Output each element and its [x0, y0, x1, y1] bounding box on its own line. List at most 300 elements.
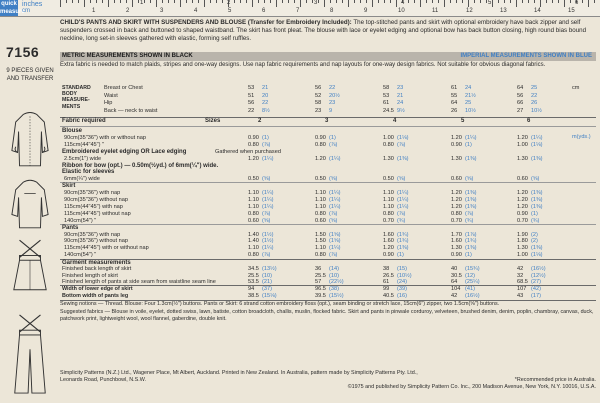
fabric-value-imperial: (⅞) [397, 141, 406, 148]
width-value: 104 [451, 286, 461, 293]
width-value: 42 [451, 292, 458, 299]
fabric-value-imperial: (⅝) [531, 176, 540, 183]
garment-value: 32 [517, 272, 524, 279]
measurement-value: 64 [517, 85, 524, 91]
ruler-tick [126, 0, 127, 3]
garment-value-imperial: (15) [397, 266, 407, 273]
fabric-value-imperial: (1¼) [465, 134, 477, 141]
measurement-value-imperial: 22 [262, 100, 269, 106]
fabric-value-imperial: (1⅜) [465, 245, 477, 252]
fabric-value: 1.20 [451, 190, 462, 197]
fabric-value-imperial: (1⅝) [329, 231, 341, 238]
ruler-tick [234, 0, 235, 3]
ruler-cm-label: cm [22, 8, 30, 14]
width-value: 94 [248, 286, 255, 293]
width-row-label: Width of lower edge of skirt [62, 286, 133, 293]
fabric-value: 1.10 [315, 197, 326, 203]
garment-value: 36 [315, 266, 322, 273]
fabric-value: 1.40 [248, 238, 259, 245]
measurement-value-imperial: 10½ [531, 107, 542, 114]
fabric-value: 1.30 [517, 245, 528, 252]
fabric-value-imperial: (⅝) [397, 176, 406, 183]
ruler-tick [222, 0, 223, 3]
blouse-sketch-b-icon [10, 177, 50, 232]
fabric-value-imperial: (1⅛) [397, 134, 409, 141]
ruler-tick [438, 0, 439, 3]
fabric-row-label: 90cm(35"36") without nap [64, 197, 128, 203]
ruler-tick [366, 0, 367, 3]
fabric-value-imperial: (1⅜) [465, 197, 477, 203]
fabric-value-imperial: (1¼) [531, 134, 543, 141]
ruler-cm-number: 15 [568, 8, 575, 14]
ruler-tick [528, 0, 529, 3]
fabric-value: 1.10 [248, 197, 259, 203]
standard-measurements-label: STANDARD BODY MEASURE- MENTS [62, 85, 91, 110]
ruler-tick [66, 0, 67, 3]
fabric-value-imperial: (1⅜) [397, 155, 409, 162]
fabric-row-label: 90cm(35"36") with or without nap [64, 134, 147, 141]
ruler-tick [456, 0, 457, 3]
fabric-row-label: 115cm(44"45") with or without nap [64, 245, 149, 252]
fabric-value: 1.00 [517, 252, 528, 259]
fabric-value-imperial: (1⅜) [531, 190, 543, 197]
fabric-value-imperial: (⅝) [329, 217, 338, 224]
fabric-value-imperial: (1⅜) [531, 203, 543, 210]
ruler-tick [378, 0, 379, 3]
ruler-tick [330, 0, 331, 3]
width-value-imperial: (41) [465, 286, 475, 293]
footer-line-2: Leonards Road, Punchbowl, N.S.W. [60, 377, 146, 383]
ruler-cm-number: 12 [466, 8, 473, 14]
divider [60, 224, 596, 225]
measurement-value-imperial: 23 [397, 85, 404, 91]
fabric-value-imperial: (1⅝) [329, 238, 341, 245]
measurement-value-imperial: 21 [397, 92, 404, 99]
fabric-value: 0.50 [383, 176, 394, 183]
ruler-tick [414, 0, 415, 3]
measurement-value: 53 [248, 85, 255, 91]
ruler-tick [198, 0, 199, 3]
garment-value: 53.5 [248, 279, 259, 285]
sizes-label: Sizes [205, 118, 221, 124]
fabric-value-imperial: (1) [465, 252, 472, 259]
measurement-value-imperial: 9 [329, 107, 333, 114]
ruler-tick [324, 0, 325, 7]
fabric-value-imperial: (1) [465, 141, 472, 148]
ruler-tick [588, 0, 589, 7]
ruler-inch-number: 1 [140, 0, 144, 6]
garment-value: 42 [517, 266, 524, 273]
fabric-value: 1.50 [315, 231, 326, 238]
garment-heading: Garment measurements [62, 260, 131, 267]
fabric-value: 1.20 [517, 134, 528, 141]
measurement-value: 27 [517, 107, 524, 114]
ruler-tick [90, 0, 91, 3]
fabric-value: 1.40 [248, 231, 259, 238]
fabric-value: 1.20 [248, 155, 259, 162]
ruler-cm-number: 3 [160, 8, 164, 14]
ruler-tick [132, 0, 133, 7]
fabric-row-label: 115cm(44"45") without nap [64, 210, 131, 217]
fabric-value-imperial: (1¼) [262, 197, 274, 203]
fabric-value: 1.10 [383, 197, 394, 203]
fabric-value: 0.80 [451, 210, 462, 217]
skirt-sketch-icon [10, 235, 50, 295]
ruler-tick [192, 0, 193, 3]
ruler-tick [384, 0, 385, 3]
garment-row-label: Finished back length of skirt [62, 266, 132, 273]
garment-value-imperial: (25¼) [465, 279, 480, 285]
ruler-tick [504, 0, 505, 3]
ruler-tick [96, 0, 97, 3]
garment-value-imperial: (21) [262, 279, 272, 285]
ruler-cm-number: 11 [432, 8, 439, 14]
pattern-description [60, 19, 596, 43]
fabric-value-imperial: (⅞) [329, 210, 338, 217]
fabric-value: 1.20 [517, 203, 528, 210]
ruler-inch-number: 5 [488, 0, 492, 6]
garment-value-imperial: (10) [329, 272, 339, 279]
ruler-tick [570, 0, 571, 3]
fabric-value: 1.80 [517, 238, 528, 245]
garment-value-imperial: (12½) [531, 272, 546, 279]
fabric-value-imperial: (1¼) [262, 203, 274, 210]
fabric-value: 1.50 [315, 238, 326, 245]
fabric-value: 0.90 [383, 252, 394, 259]
garment-value: 38 [383, 266, 390, 273]
fabric-value-imperial: (⅞) [329, 252, 338, 259]
fabric-value: 0.60 [248, 217, 259, 224]
ruler-tick [252, 0, 253, 7]
ruler-tick [102, 0, 103, 3]
fabric-value-imperial: (1¼) [329, 245, 341, 252]
section-note: Gathered when purchased [215, 148, 281, 155]
fabric-value-imperial: (1) [329, 134, 336, 141]
fabric-row-label: 140cm(54") " [64, 217, 97, 224]
fabric-value-imperial: (1½) [262, 231, 274, 238]
measurement-label: Waist [104, 92, 118, 99]
measurement-value-imperial: 25 [465, 100, 472, 106]
fabric-value: 1.60 [383, 238, 394, 245]
measurement-value: 23 [315, 107, 322, 114]
fabric-value: 0.60 [451, 176, 462, 183]
garment-value-imperial: (24) [397, 279, 407, 285]
width-value-imperial: (17) [531, 292, 541, 299]
ruler-tick [306, 0, 307, 3]
garment-value-imperial: (22½) [329, 279, 344, 285]
divider [60, 285, 596, 286]
sewing-notions: Sewing notions — Thread. Blouse: Four 1.3cm(½") buttons. Pants or Skirt: 6 strand cotton embroidery floss (opt.), seam binding or stretch lace, 15cm(6") zipper, two 1.5cm(⅝") buttons. [60, 300, 500, 307]
ruler-tick [258, 0, 259, 3]
ruler-tick [318, 0, 319, 3]
fabric-value-imperial: (1⅜) [465, 190, 477, 197]
fabric-value-imperial: (¾) [531, 217, 540, 224]
fabric-value-imperial: (2) [531, 238, 538, 245]
price-note: *Recommended price in Australia. [514, 377, 596, 383]
size-header: 4 [393, 118, 397, 124]
measurement-value-imperial: 26 [531, 100, 538, 106]
fabric-row-label: 2.5cm(1") wide [64, 155, 102, 162]
fabric-value: 0.60 [517, 176, 528, 183]
ruler-tick [486, 0, 487, 3]
fabric-value: 0.50 [315, 176, 326, 183]
measurement-value: 56 [315, 85, 322, 91]
ruler-tick [348, 0, 349, 7]
ruler-tick [354, 0, 355, 3]
fabric-value-imperial: (1) [531, 210, 538, 217]
fabric-value-imperial: (⅝) [465, 176, 474, 183]
fabric-required-heading: Fabric required [62, 118, 106, 124]
pieces-given: 9 PIECES GIVEN AND TRANSFER [6, 68, 54, 82]
fabric-value-imperial: (1¾) [397, 238, 409, 245]
fabric-value-imperial: (1⅞) [465, 231, 477, 238]
ruler-tick [396, 0, 397, 7]
ruler-cm-number: 8 [330, 8, 334, 14]
ruler-inches-label: inches [22, 1, 43, 8]
ruler-cm-number: 1 [92, 8, 96, 14]
garment-value-imperial: (10) [262, 272, 272, 279]
fabric-value: 0.90 [517, 210, 528, 217]
fabric-value: 0.80 [315, 210, 326, 217]
ruler-tick [78, 0, 79, 3]
ruler-tick [480, 0, 481, 3]
width-value: 39.5 [315, 292, 326, 299]
fabric-value-imperial: (1⅜) [465, 203, 477, 210]
ruler-tick [444, 0, 445, 7]
measurement-value: 61 [451, 85, 458, 91]
fabric-value: 1.30 [517, 155, 528, 162]
ruler-badge: quick measure [0, 1, 25, 15]
fabric-value-imperial: (1¼) [397, 203, 409, 210]
fabric-value-imperial: (⅞) [465, 210, 474, 217]
fabric-value: 1.60 [383, 231, 394, 238]
ruler-tick [408, 0, 409, 3]
ruler-tick [432, 0, 433, 3]
fabric-value-imperial: (1½) [262, 238, 274, 245]
garment-value: 30.5 [451, 272, 462, 279]
ruler-cm-number: 9 [364, 8, 368, 14]
section-title: Pants [62, 224, 79, 231]
fabric-row-label: 140cm(54") " [64, 252, 97, 259]
fabric-value-imperial: (1⅜) [531, 197, 543, 203]
left-column [0, 17, 58, 403]
ruler-tick [426, 0, 427, 3]
width-value: 99 [383, 286, 390, 293]
fabric-value-imperial: (1¾) [397, 231, 409, 238]
fabric-value-imperial: (1⅜) [531, 245, 543, 252]
fabric-value-imperial: (¾) [397, 217, 406, 224]
measurement-value-imperial: 20½ [329, 92, 340, 99]
ruler-tick [582, 0, 583, 3]
measurement-value-imperial: 24 [397, 100, 404, 106]
ruler-tick [546, 0, 547, 3]
measurement-value-imperial: 25 [531, 85, 538, 91]
size-header: 5 [461, 118, 465, 124]
fabric-value-imperial: (1¼) [329, 203, 341, 210]
width-value: 38.5 [248, 292, 259, 299]
fabric-value: 1.10 [248, 203, 259, 210]
ruler-tick [270, 0, 271, 3]
fabric-row-label: 90cm(35"36") with nap [64, 190, 121, 197]
section-title: Skirt [62, 183, 76, 190]
measurement-value-imperial: 23 [329, 100, 336, 106]
fabric-value-imperial: (1⅜) [465, 155, 477, 162]
fabric-value: 0.80 [383, 210, 394, 217]
ruler-tick [240, 0, 241, 3]
fabric-value: 0.80 [248, 141, 259, 148]
measurement-value: 24.5 [383, 107, 394, 114]
fabric-value-imperial: (⅝) [329, 176, 338, 183]
ruler-cm-number: 13 [500, 8, 507, 14]
fabric-value-imperial: (¾) [465, 217, 474, 224]
width-value: 96.5 [315, 286, 326, 293]
ruler-tick [558, 0, 559, 3]
ruler-tick [174, 0, 175, 3]
unit-note: m(yds.) [572, 134, 591, 140]
measurement-label: Breast or Chest [104, 85, 143, 91]
fabric-value: 1.00 [517, 141, 528, 148]
fabric-row-label: 115cm(44"45") " [64, 141, 105, 148]
fabric-value-imperial: (1¼) [262, 190, 274, 197]
fabric-value: 1.10 [315, 203, 326, 210]
garment-value: 25.5 [315, 272, 326, 279]
ruler-tick [360, 0, 361, 3]
size-header: 6 [527, 118, 531, 124]
ruler-tick [450, 0, 451, 3]
fabric-value-imperial: (1¼) [329, 197, 341, 203]
fabric-value: 0.80 [383, 141, 394, 148]
fabric-value-imperial: (1⅛) [531, 252, 543, 259]
garment-value-imperial: (10½) [397, 272, 412, 279]
measurement-value: 52 [315, 92, 322, 99]
imperial-legend: IMPERIAL MEASUREMENTS SHOWN IN BLUE [460, 53, 592, 59]
measurement-value-imperial: 20 [262, 92, 269, 99]
ruler-tick [468, 0, 469, 7]
ruler-tick [84, 0, 85, 7]
ruler-tick [516, 0, 517, 7]
fabric-value-imperial: (⅞) [397, 210, 406, 217]
fabric-value: 1.10 [315, 245, 326, 252]
ruler-tick [534, 0, 535, 3]
ruler-tick [72, 0, 73, 3]
ruler-inch-number: 3 [314, 0, 318, 6]
ruler-tick [210, 0, 211, 3]
fabric-row-label: 90cm(35"36") without nap [64, 238, 128, 245]
size-header: 2 [258, 118, 262, 124]
measurement-label: Back — neck to waist [104, 107, 158, 114]
ruler-tick [498, 0, 499, 3]
garment-value: 57 [315, 279, 322, 285]
width-value: 40.5 [383, 292, 394, 299]
width-value: 43 [517, 292, 524, 299]
garment-value: 64 [451, 279, 458, 285]
fabric-value: 1.20 [315, 155, 326, 162]
fabric-value-imperial: (1) [262, 134, 269, 141]
measurement-legend-bar [60, 52, 596, 61]
ruler-tick [372, 0, 373, 7]
ruler-tick [246, 0, 247, 3]
measurement-value: 55 [451, 92, 458, 99]
fabric-value-imperial: (⅞) [262, 210, 271, 217]
garment-value: 26.5 [383, 272, 394, 279]
fabric-value-imperial: (1⅜) [397, 245, 409, 252]
garment-value-imperial: (12) [465, 272, 475, 279]
fabric-value: 1.10 [248, 190, 259, 197]
ruler-tick [204, 0, 205, 7]
fabric-value-imperial: (1¾) [465, 238, 477, 245]
ruler-tick [300, 0, 301, 7]
measurement-value-imperial: 9½ [397, 107, 405, 114]
section-title: Embroidered eyelet edging OR Lace edging [62, 148, 187, 155]
section-title: Elastic for sleeves [62, 169, 115, 176]
fabric-value: 0.90 [451, 252, 462, 259]
ruler-tick [150, 0, 151, 3]
ruler-inch-number: 6 [575, 0, 579, 6]
measurement-value: 58 [383, 85, 390, 91]
ruler-tick [540, 0, 541, 7]
size-header: 3 [325, 118, 329, 124]
fabric-value-imperial: (1⅜) [531, 155, 543, 162]
fabric-value-imperial: (1¼) [329, 155, 341, 162]
fabric-value-imperial: (1¼) [262, 155, 274, 162]
fabric-row-label: 115cm(44"45") with nap [64, 203, 123, 210]
pattern-description-text: The top-stitched pants and skirt with optional embroidery have back zipper and self suspenders crossed in back and buttoned to shaped waistband. The skirt has front pleat. The blouse with lace or eyelet edging and optional bow has back button closing, high round bias bound neckline, long set-in sleeves gathered with elastic, forming self ruffles. [60, 19, 587, 42]
measurement-label: Hip [104, 100, 113, 106]
pattern-number: 7156 [6, 44, 40, 60]
fabric-value: 1.30 [451, 245, 462, 252]
fabric-value: 1.30 [383, 155, 394, 162]
ruler-tick [474, 0, 475, 3]
fabric-row-label: 90cm(35"36") with nap [64, 231, 121, 238]
fabric-value: 0.80 [315, 252, 326, 259]
measurement-value: 56 [517, 92, 524, 99]
garment-value: 40 [451, 266, 458, 273]
fabric-value-imperial: (1⅛) [531, 141, 543, 148]
ruler-inch-number: 2 [227, 0, 231, 6]
garment-value-imperial: (16½) [531, 266, 546, 273]
fabric-value: 1.20 [383, 245, 394, 252]
copyright: ©1975 and published by Simplicity Pattern Co. Inc., 200 Madison Avenue, New York, N.Y. 10016, U.S.A. [347, 384, 596, 390]
measurement-value: 56 [248, 100, 255, 106]
width-value-imperial: (37) [262, 286, 272, 293]
fabric-value: 1.70 [451, 231, 462, 238]
fabric-value: 0.80 [248, 210, 259, 217]
measurement-value: 26 [451, 107, 458, 114]
ruler-tick [510, 0, 511, 3]
measurement-value-imperial: 10½ [465, 107, 476, 114]
width-value-imperial: (16½) [465, 292, 480, 299]
ruler-tick [294, 0, 295, 3]
measurement-value: 66 [517, 100, 524, 106]
ruler-tick [120, 0, 121, 3]
fabric-value-imperial: (⅞) [262, 141, 271, 148]
fabric-value-imperial: (⅞) [329, 141, 338, 148]
garment-value: 61 [383, 279, 390, 285]
ruler-cm-number: 14 [534, 8, 541, 14]
measurement-value-imperial: 24 [465, 85, 472, 91]
garment-row-label: Finished length of pants at side seam from waistline seam line [62, 279, 216, 285]
width-value-imperial: (39) [397, 286, 407, 293]
width-value-imperial: (38) [329, 286, 339, 293]
ruler-tick [492, 0, 493, 7]
fabric-value-imperial: (1¼) [262, 245, 274, 252]
footer-line-1: Simplicity Patterns (N.Z.) Ltd., Wagener Place, Mt Albert, Auckland. Printed in New Zealand. In Australia, pattern made by Simplicity Patterns Pty. Ltd., [60, 370, 418, 376]
measurement-value: 64 [451, 100, 458, 106]
divider [60, 182, 596, 183]
pants-sketch-icon [10, 309, 50, 399]
measurement-value-imperial: 22 [329, 85, 336, 91]
fabric-value: 1.10 [315, 190, 326, 197]
